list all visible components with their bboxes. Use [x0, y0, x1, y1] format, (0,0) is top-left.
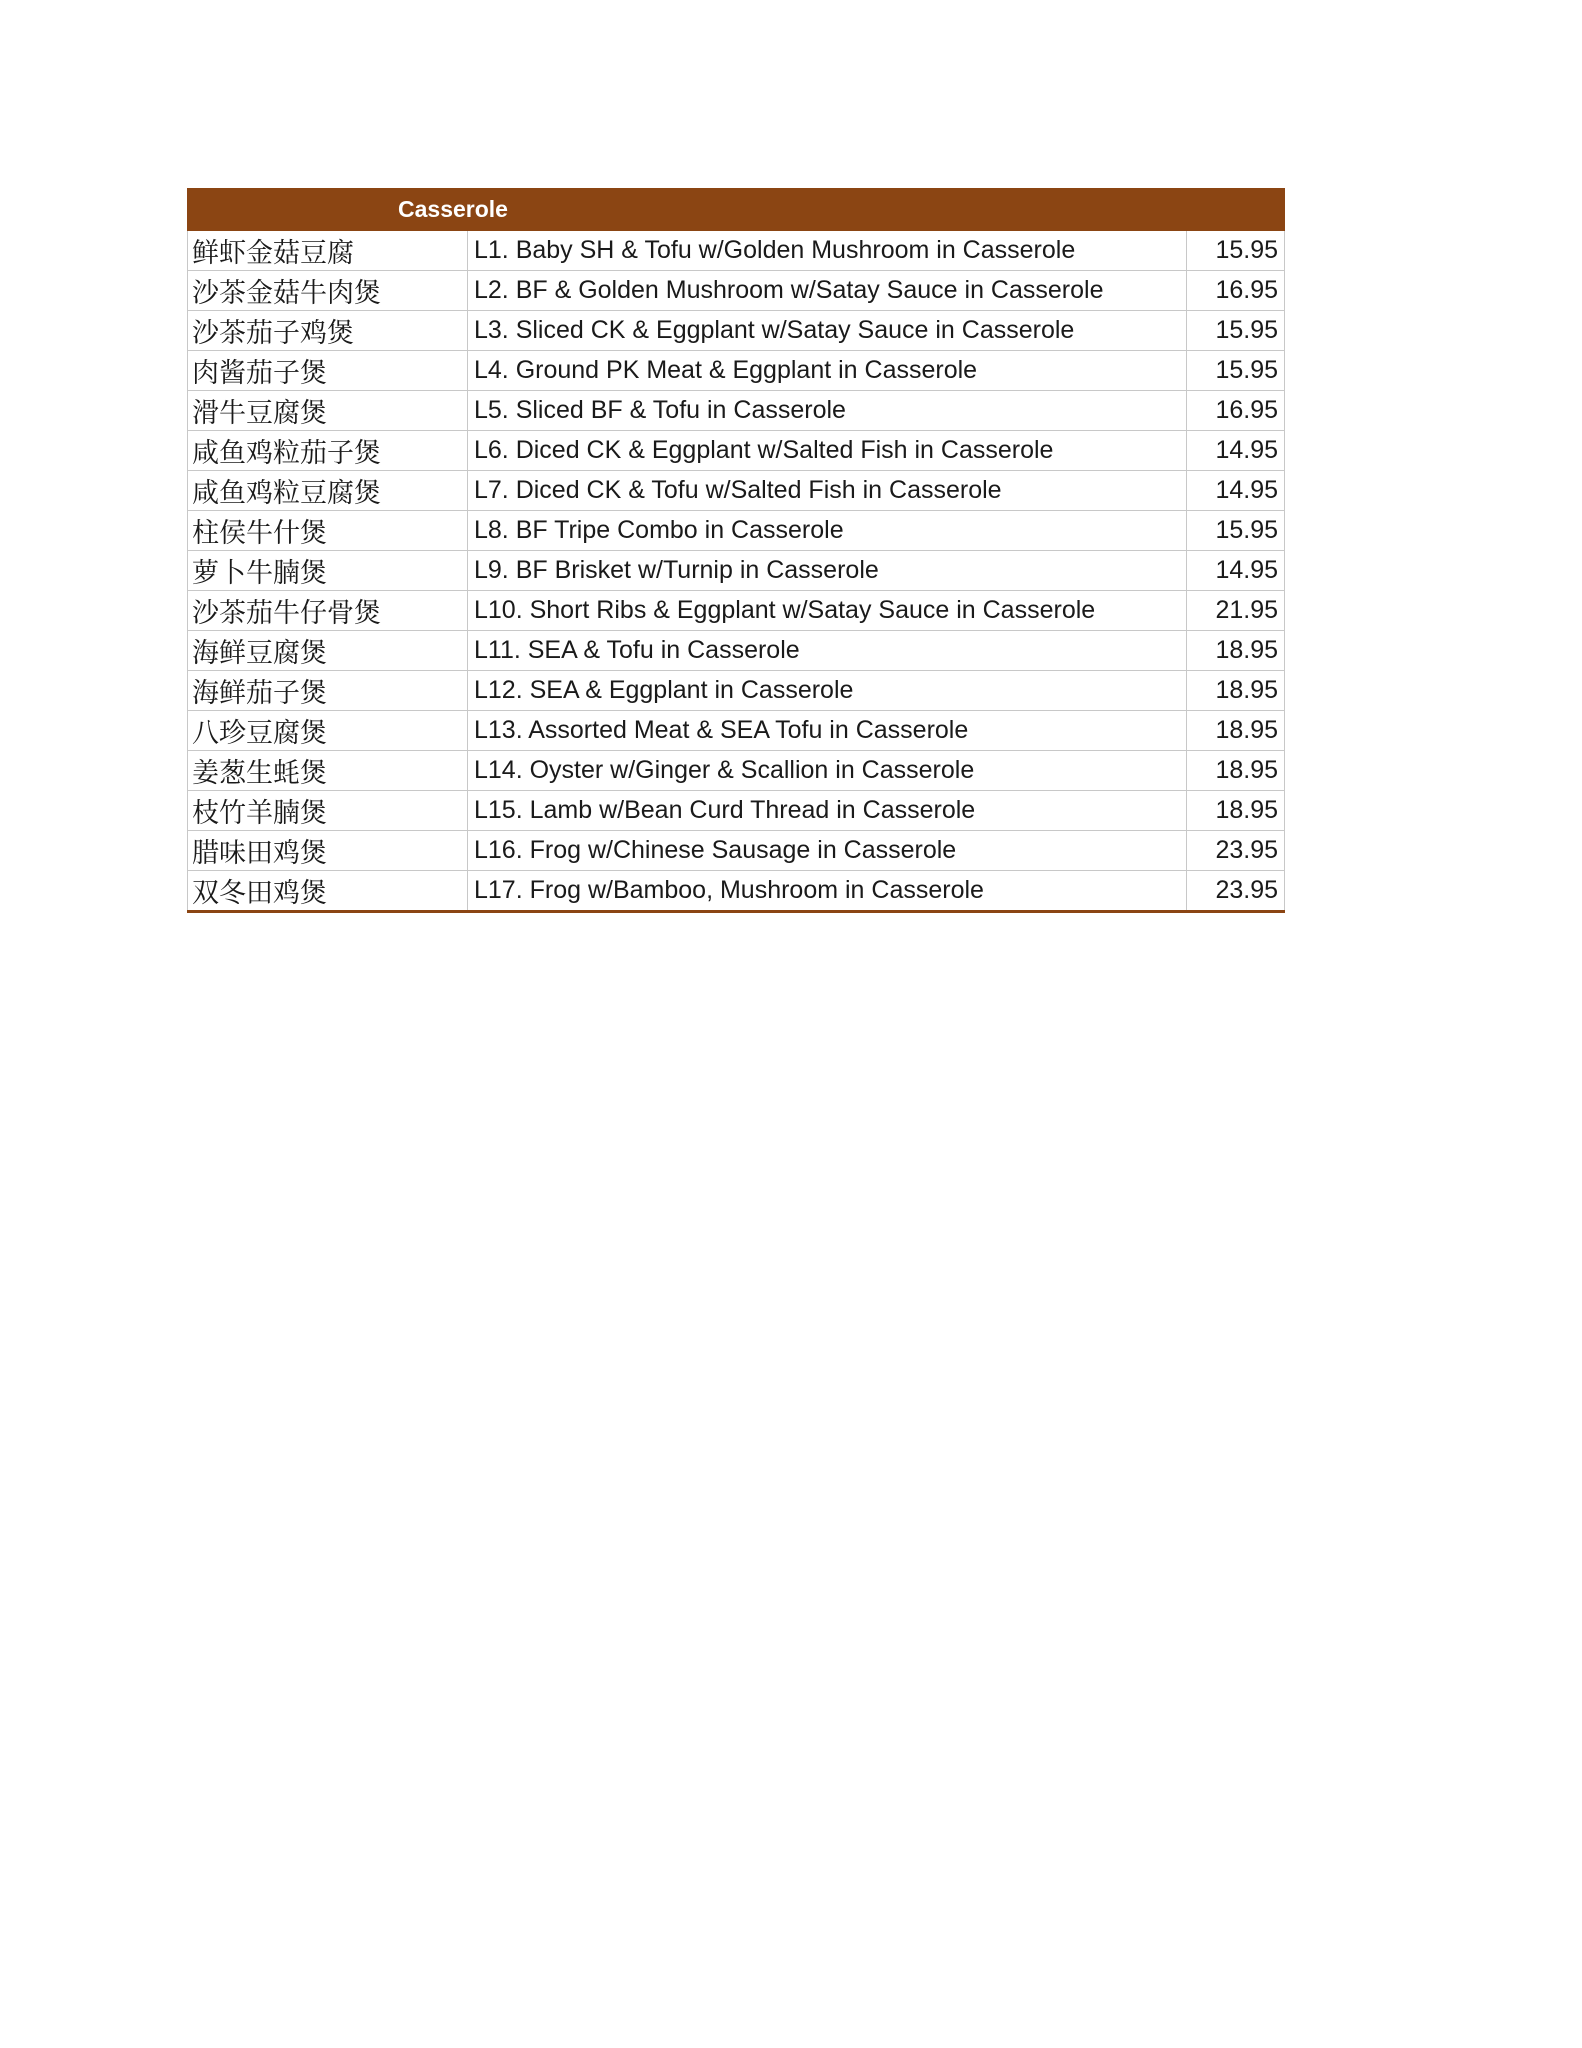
menu-item-row	[188, 471, 1285, 511]
dish-price: 18.95	[1187, 791, 1285, 831]
dish-price: 15.95	[1187, 351, 1285, 391]
menu-item-row	[188, 431, 1285, 471]
menu-item-row	[188, 831, 1285, 871]
dish-chinese-name: 八珍豆腐煲	[188, 711, 468, 751]
dish-chinese-name: 腊味田鸡煲	[188, 831, 468, 871]
dish-english-name: L12. SEA & Eggplant in Casserole	[468, 671, 1187, 711]
dish-price: 16.95	[1187, 271, 1285, 311]
dish-chinese-name: 沙茶茄子鸡煲	[188, 311, 468, 351]
menu-item-row	[188, 591, 1285, 631]
dish-chinese-name: 枝竹羊腩煲	[188, 791, 468, 831]
dish-price: 18.95	[1187, 711, 1285, 751]
dish-english-name: L4. Ground PK Meat & Eggplant in Casserole	[468, 351, 1187, 391]
dish-price: 18.95	[1187, 751, 1285, 791]
dish-chinese-name: 滑牛豆腐煲	[188, 391, 468, 431]
dish-chinese-name: 柱侯牛什煲	[188, 511, 468, 551]
section-header-price-cell	[1187, 189, 1285, 231]
dish-chinese-name: 鲜虾金菇豆腐	[188, 231, 468, 271]
menu-item-row	[188, 871, 1285, 912]
menu-item-row	[188, 311, 1285, 351]
dish-chinese-name: 沙茶金菇牛肉煲	[188, 271, 468, 311]
dish-price: 15.95	[1187, 231, 1285, 271]
dish-price: 23.95	[1187, 871, 1285, 912]
dish-price: 14.95	[1187, 471, 1285, 511]
dish-chinese-name: 海鲜茄子煲	[188, 671, 468, 711]
dish-chinese-name: 海鲜豆腐煲	[188, 631, 468, 671]
dish-price: 14.95	[1187, 551, 1285, 591]
menu-item-row	[188, 231, 1285, 271]
menu-item-row	[188, 711, 1285, 751]
menu-item-row	[188, 271, 1285, 311]
dish-english-name: L15. Lamb w/Bean Curd Thread in Casserole	[468, 791, 1187, 831]
menu-item-row	[188, 671, 1285, 711]
dish-price: 14.95	[1187, 431, 1285, 471]
menu-item-row	[188, 391, 1285, 431]
section-header	[188, 189, 1187, 231]
dish-price: 16.95	[1187, 391, 1285, 431]
dish-price: 15.95	[1187, 311, 1285, 351]
menu-item-row	[188, 751, 1285, 791]
dish-chinese-name: 萝卜牛腩煲	[188, 551, 468, 591]
section-title: Casserole	[398, 196, 508, 222]
dish-chinese-name: 双冬田鸡煲	[188, 871, 468, 912]
dish-chinese-name: 姜葱生蚝煲	[188, 751, 468, 791]
dish-chinese-name: 沙茶茄牛仔骨煲	[188, 591, 468, 631]
dish-english-name: L8. BF Tripe Combo in Casserole	[468, 511, 1187, 551]
dish-english-name: L1. Baby SH & Tofu w/Golden Mushroom in Casserole	[468, 231, 1187, 271]
dish-english-name: L9. BF Brisket w/Turnip in Casserole	[468, 551, 1187, 591]
dish-price: 18.95	[1187, 671, 1285, 711]
dish-english-name: L2. BF & Golden Mushroom w/Satay Sauce in Casserole	[468, 271, 1187, 311]
dish-english-name: L7. Diced CK & Tofu w/Salted Fish in Casserole	[468, 471, 1187, 511]
dish-price: 18.95	[1187, 631, 1285, 671]
dish-chinese-name: 咸鱼鸡粒豆腐煲	[188, 471, 468, 511]
menu-item-row	[188, 351, 1285, 391]
section-header-row	[188, 189, 1285, 231]
dish-english-name: L13. Assorted Meat & SEA Tofu in Casserole	[468, 711, 1187, 751]
dish-price: 23.95	[1187, 831, 1285, 871]
menu-item-row	[188, 551, 1285, 591]
menu-item-row	[188, 791, 1285, 831]
dish-chinese-name: 咸鱼鸡粒茄子煲	[188, 431, 468, 471]
dish-english-name: L3. Sliced CK & Eggplant w/Satay Sauce in Casserole	[468, 311, 1187, 351]
menu-item-row	[188, 631, 1285, 671]
dish-english-name: L10. Short Ribs & Eggplant w/Satay Sauce in Casserole	[468, 591, 1187, 631]
dish-english-name: L5. Sliced BF & Tofu in Casserole	[468, 391, 1187, 431]
casserole-menu-table	[187, 188, 1285, 913]
dish-english-name: L14. Oyster w/Ginger & Scallion in Casserole	[468, 751, 1187, 791]
dish-price: 15.95	[1187, 511, 1285, 551]
dish-price: 21.95	[1187, 591, 1285, 631]
dish-english-name: L6. Diced CK & Eggplant w/Salted Fish in Casserole	[468, 431, 1187, 471]
menu-item-row	[188, 511, 1285, 551]
dish-english-name: L17. Frog w/Bamboo, Mushroom in Casserole	[468, 871, 1187, 912]
menu-items	[188, 231, 1285, 912]
dish-english-name: L16. Frog w/Chinese Sausage in Casserole	[468, 831, 1187, 871]
dish-chinese-name: 肉酱茄子煲	[188, 351, 468, 391]
dish-english-name: L11. SEA & Tofu in Casserole	[468, 631, 1187, 671]
